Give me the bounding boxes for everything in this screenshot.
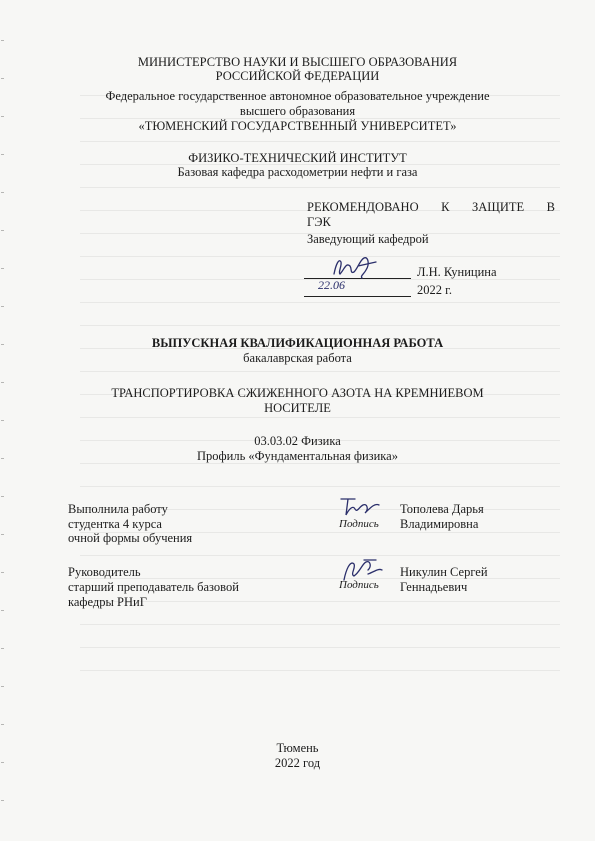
- university-name: «ТЮМЕНСКИЙ ГОСУДАРСТВЕННЫЙ УНИВЕРСИТЕТ»: [138, 119, 457, 133]
- student-line-2: студентка 4 курса: [68, 517, 162, 531]
- supervisor-signature-label: Подпись: [339, 579, 379, 591]
- supervisor-line-2: старший преподаватель базовой: [68, 580, 239, 594]
- footer-city: Тюмень: [276, 741, 319, 755]
- approval-line-3: Заведующий кафедрой: [307, 232, 429, 246]
- topic-line-1: ТРАНСПОРТИРОВКА СЖИЖЕННОГО АЗОТА НА КРЕМНИЕВОМ: [111, 386, 484, 400]
- approval-line-2: ГЭК: [307, 215, 331, 229]
- approval-line-1: РЕКОМЕНДОВАНО К ЗАЩИТЕ В: [307, 200, 555, 214]
- supervisor-name-line-2: Геннадьевич: [400, 580, 468, 594]
- topic-line-2: НОСИТЕЛЕ: [264, 401, 331, 415]
- student-name-line-1: Тополева Дарья: [400, 502, 484, 516]
- approval-year: 2022 г.: [417, 283, 452, 297]
- program-profile: Профиль «Фундаментальная физика»: [197, 449, 398, 463]
- institution-line-2: высшего образования: [239, 104, 356, 118]
- handwritten-date: 22.06: [318, 278, 345, 292]
- work-subtype: бакалаврская работа: [243, 351, 352, 365]
- institution-line-1: Федеральное государственное автономное образовательное учреждение: [105, 89, 490, 103]
- ministry-line-2: РОССИЙСКОЙ ФЕДЕРАЦИИ: [215, 69, 380, 83]
- head-name: Л.Н. Куницина: [417, 265, 497, 279]
- supervisor-name-line-1: Никулин Сергей: [400, 565, 488, 579]
- footer-year: 2022 год: [274, 756, 321, 770]
- student-line-1: Выполнила работу: [68, 502, 168, 516]
- work-type-title: ВЫПУСКНАЯ КВАЛИФИКАЦИОННАЯ РАБОТА: [151, 336, 444, 350]
- date-line: [304, 296, 411, 297]
- student-line-3: очной формы обучения: [68, 531, 193, 545]
- department-name: Базовая кафедра расходометрии нефти и газа: [177, 165, 418, 179]
- ministry-line-1: МИНИСТЕРСТВО НАУКИ И ВЫСШЕГО ОБРАЗОВАНИЯ: [137, 55, 458, 69]
- student-name-line-2: Владимировна: [400, 517, 479, 531]
- student-signature-label: Подпись: [339, 518, 379, 530]
- program-code: 03.03.02 Физика: [254, 434, 341, 448]
- supervisor-line-1: Руководитель: [68, 565, 141, 579]
- institute-name: ФИЗИКО-ТЕХНИЧЕСКИЙ ИНСТИТУТ: [188, 151, 407, 165]
- supervisor-line-3: кафедры РНиГ: [68, 595, 147, 609]
- student-signature-image: [335, 493, 385, 521]
